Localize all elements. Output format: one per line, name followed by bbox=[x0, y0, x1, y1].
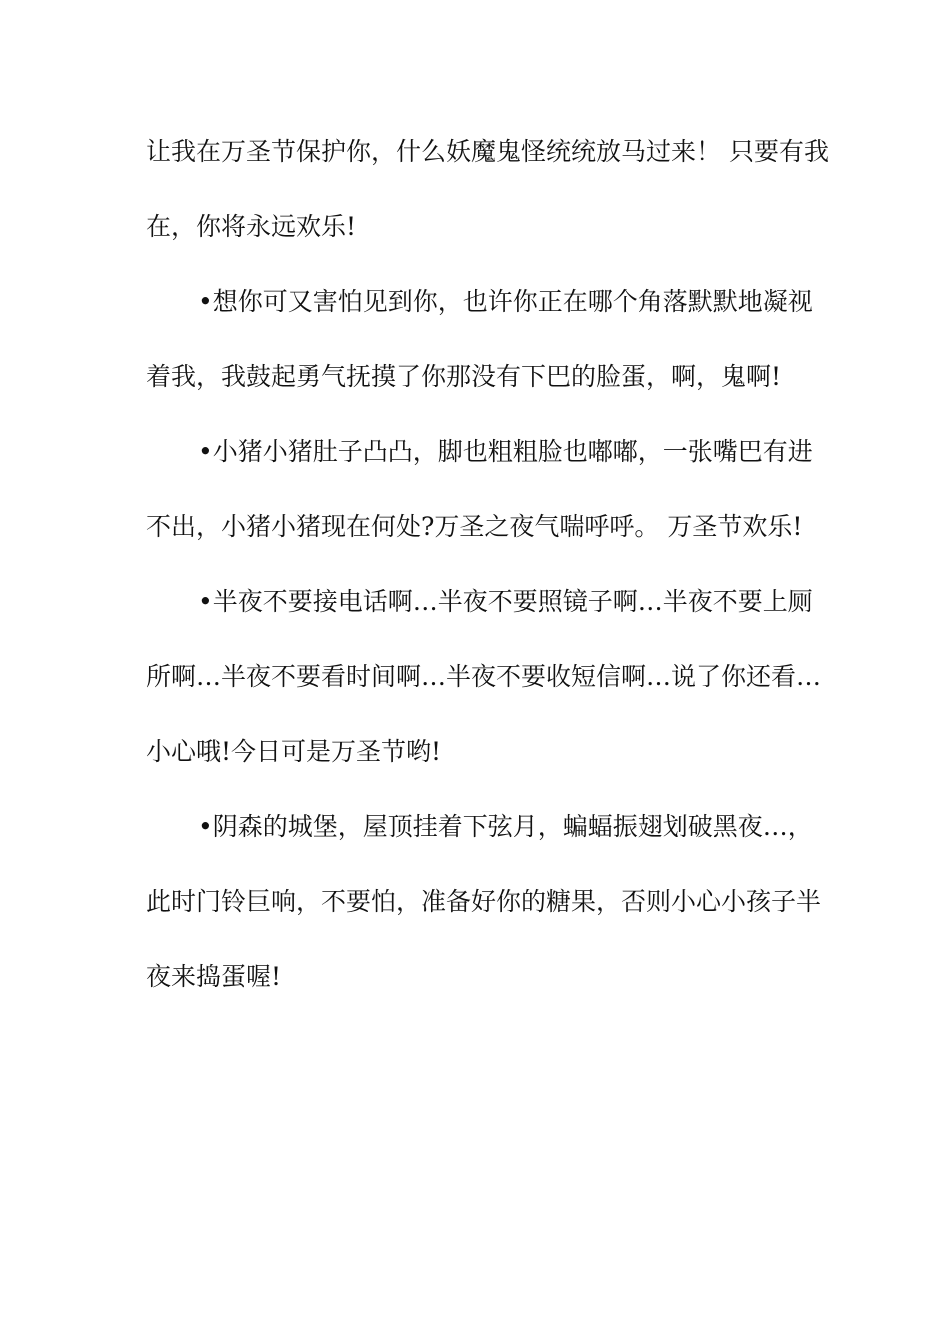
paragraph-5-line-2: 此时门铃巨响，不要怕，准备好你的糖果，否则小心小孩子半 bbox=[146, 887, 822, 916]
paragraph-3-line-2: 不出，小猪小猪现在何处?万圣之夜气喘呼呼。 万圣节欢乐! bbox=[146, 512, 803, 541]
paragraph-4-line-2: 所啊…半夜不要看时间啊…半夜不要收短信啊…说了你还看… bbox=[146, 662, 822, 691]
paragraph-2-line-2: 着我，我鼓起勇气抚摸了你那没有下巴的脸蛋，啊，鬼啊! bbox=[146, 362, 782, 391]
paragraph-5-line-1: •阴森的城堡，屋顶挂着下弦月，蝙蝠振翅划破黑夜…， bbox=[198, 812, 813, 841]
paragraph-4-line-3: 小心哦!今日可是万圣节哟! bbox=[146, 737, 442, 766]
paragraph-5-line-3: 夜来捣蛋喔! bbox=[146, 962, 282, 991]
paragraph-2-line-1: •想你可又害怕见到你，也许你正在哪个角落默默地凝视 bbox=[198, 287, 813, 316]
paragraph-1-line-1: 让我在万圣节保护你，什么妖魔鬼怪统统放马过来！ 只要有我 bbox=[146, 137, 829, 166]
paragraph-1-line-2: 在，你将永远欢乐! bbox=[146, 212, 357, 241]
paragraph-4-line-1: •半夜不要接电话啊…半夜不要照镜子啊…半夜不要上厕 bbox=[198, 587, 813, 616]
paragraph-3-line-1: •小猪小猪肚子凸凸，脚也粗粗脸也嘟嘟，一张嘴巴有进 bbox=[198, 437, 813, 466]
